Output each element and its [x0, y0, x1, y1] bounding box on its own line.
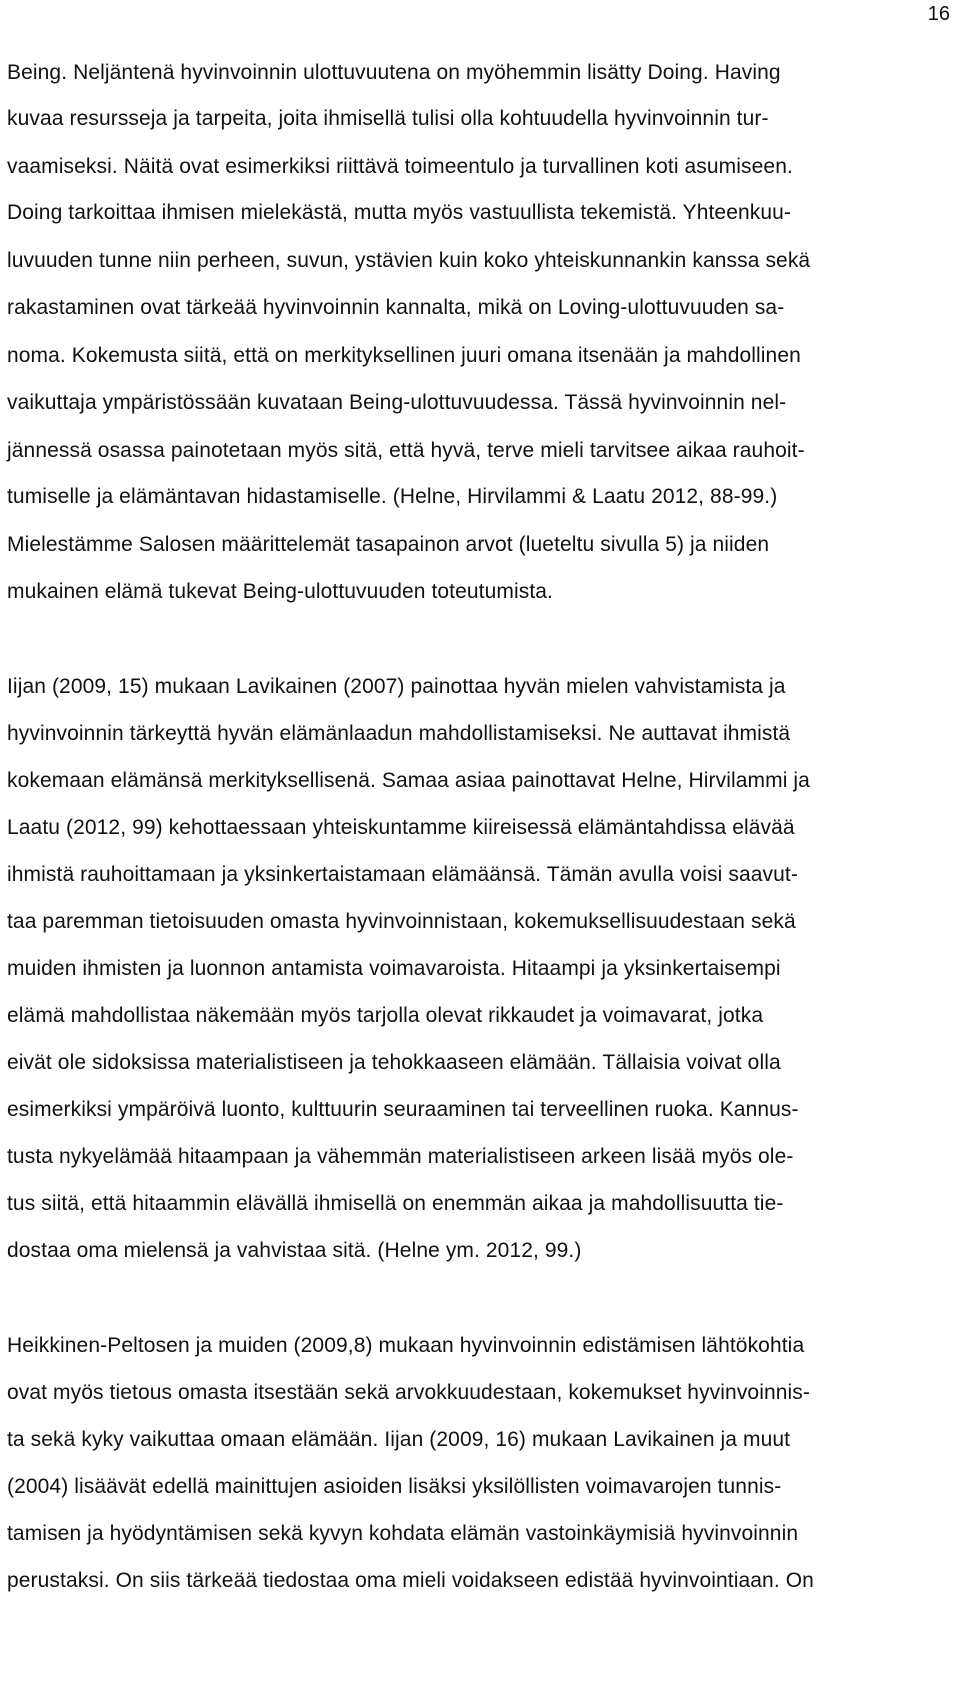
text-line-22: esimerkiksi ympäröivä luonto, kulttuurin seuraaminen tai terveellinen ruoka. Kannus- — [7, 1098, 799, 1121]
text-line-28: ta sekä kyky vaikuttaa omaan elämään. Iijan (2009, 16) mukaan Lavikainen ja muut — [7, 1428, 791, 1451]
text-line-18: taa paremman tietoisuuden omasta hyvinvoinnistaan, kokemuksellisuudestaan sekä — [7, 910, 796, 933]
text-line-11: Mielestämme Salosen määrittelemät tasapainon arvot (lueteltu sivulla 5) ja niiden — [7, 533, 770, 556]
text-line-31: perustaksi. On siis tärkeää tiedostaa oma mieli voidakseen edistää hyvinvointiaan. On — [7, 1569, 814, 1592]
text-line-16: Laatu (2012, 99) kehottaessaan yhteiskuntamme kiireisessä elämäntahdissa elävää — [7, 816, 795, 839]
text-line-7: noma. Kokemusta siitä, että on merkityksellinen juuri omana itsenään ja mahdollinen — [7, 344, 801, 367]
text-line-13: Iijan (2009, 15) mukaan Lavikainen (2007) painottaa hyvän mielen vahvistamista ja — [7, 675, 786, 698]
text-line-19: muiden ihmisten ja luonnon antamista voimavaroista. Hitaampi ja yksinkertaisempi — [7, 957, 781, 980]
text-line-14: hyvinvoinnin tärkeyttä hyvän elämänlaadun mahdollistamiseksi. Ne auttavat ihmistä — [7, 722, 791, 745]
text-line-8: vaikuttaja ympäristössään kuvataan Being-ulottuvuudessa. Tässä hyvinvoinnin nel- — [7, 391, 787, 414]
text-line-3: vaamiseksi. Näitä ovat esimerkiksi riittävä toimeentulo ja turvallinen koti asumiseen. — [7, 155, 793, 178]
text-line-21: eivät ole sidoksissa materialistiseen ja tehokkaaseen elämään. Tällaisia voivat olla — [7, 1051, 781, 1074]
text-line-29: (2004) lisäävät edellä mainittujen asioiden lisäksi yksilöllisten voimavarojen tunnis- — [7, 1475, 782, 1498]
text-line-10: tumiselle ja elämäntavan hidastamiselle. (Helne, Hirvilammi & Laatu 2012, 88-99.) — [7, 485, 778, 508]
text-line-20: elämä mahdollistaa näkemään myös tarjolla olevat rikkaudet ja voimavarat, jotka — [7, 1004, 764, 1027]
text-line-26: Heikkinen-Peltosen ja muiden (2009,8) mukaan hyvinvoinnin edistämisen lähtökohtia — [7, 1334, 805, 1357]
text-line-5: luvuuden tunne niin perheen, suvun, ystävien kuin koko yhteiskunnankin kanssa sekä — [7, 249, 811, 272]
text-line-25: dostaa oma mielensä ja vahvistaa sitä. (Helne ym. 2012, 99.) — [7, 1239, 582, 1262]
text-line-24: tus siitä, että hitaammin elävällä ihmisellä on enemmän aikaa ja mahdollisuutta tie- — [7, 1192, 784, 1215]
text-line-17: ihmistä rauhoittamaan ja yksinkertaistamaan elämäänsä. Tämän avulla voisi saavut- — [7, 863, 798, 886]
text-line-1: Being. Neljäntenä hyvinvoinnin ulottuvuutena on myöhemmin lisätty Doing. Having — [7, 61, 781, 84]
text-line-9: jännessä osassa painotetaan myös sitä, että hyvä, terve mieli tarvitsee aikaa rauhoit- — [7, 439, 805, 462]
text-line-4: Doing tarkoittaa ihmisen mielekästä, mutta myös vastuullista tekemistä. Yhteenkuu- — [7, 201, 791, 224]
text-line-30: tamisen ja hyödyntämisen sekä kyvyn kohdata elämän vastoinkäymisiä hyvinvoinnin — [7, 1522, 799, 1545]
text-line-23: tusta nykyelämää hitaampaan ja vähemmän materialistiseen arkeen lisää myös ole- — [7, 1145, 794, 1168]
text-line-15: kokemaan elämänsä merkityksellisenä. Samaa asiaa painottavat Helne, Hirvilammi ja — [7, 769, 810, 792]
text-line-12: mukainen elämä tukevat Being-ulottuvuuden toteutumista. — [7, 580, 553, 603]
text-line-2: kuvaa resursseja ja tarpeita, joita ihmisellä tulisi olla kohtuudella hyvinvoinnin tur- — [7, 107, 769, 130]
text-line-6: rakastaminen ovat tärkeää hyvinvoinnin kannalta, mikä on Loving-ulottuvuuden sa- — [7, 296, 785, 319]
page-number: 16 — [927, 3, 950, 25]
text-line-27: ovat myös tietous omasta itsestään sekä arvokkuudestaan, kokemukset hyvinvoinnis- — [7, 1381, 810, 1404]
